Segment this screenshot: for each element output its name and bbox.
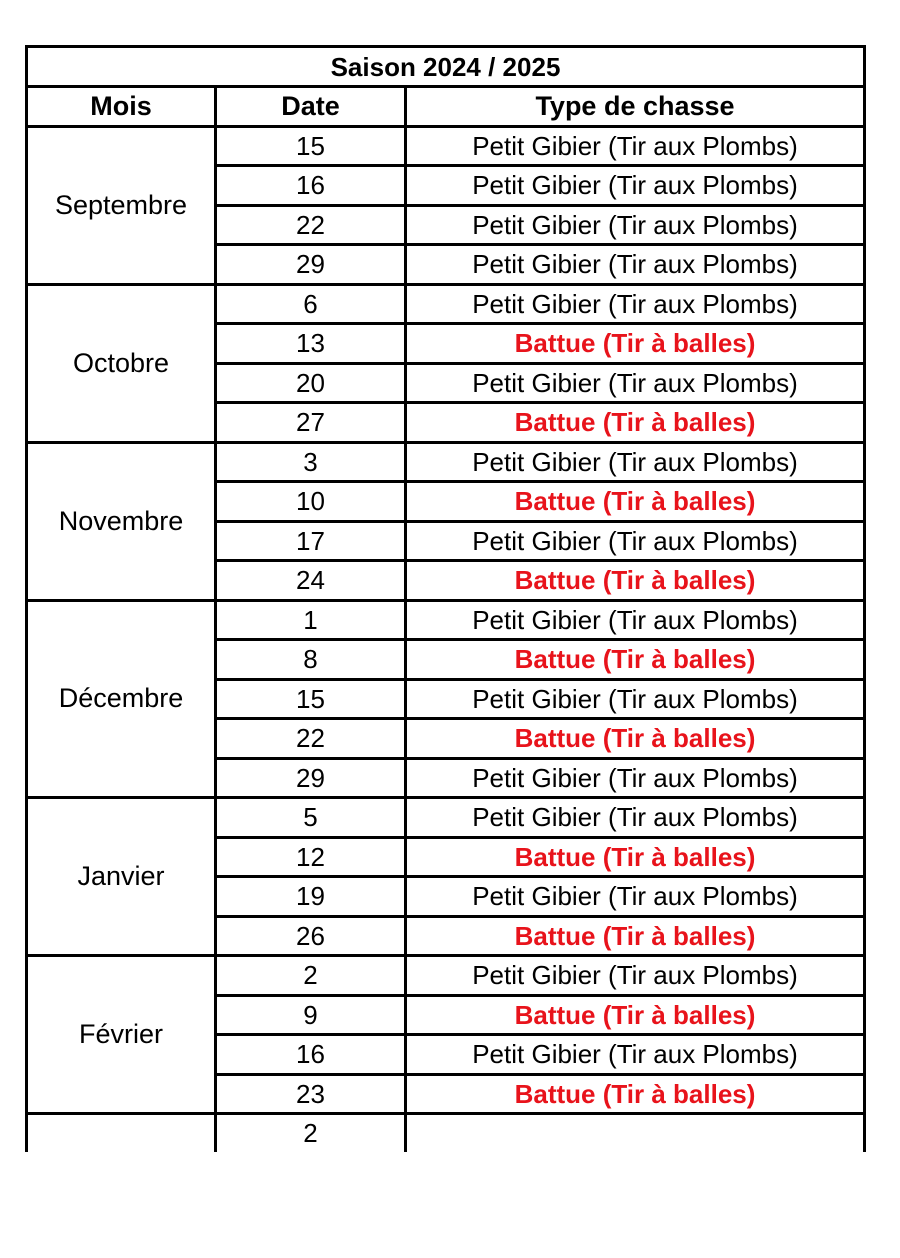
hunting-schedule-table bbox=[25, 45, 866, 1152]
hunt-type-cell: Petit Gibier (Tir aux Plombs) bbox=[406, 1035, 865, 1075]
hunt-type-battue: Battue (Tir à balles) bbox=[406, 324, 865, 364]
schedule-row bbox=[27, 798, 865, 838]
date-cell: 2 bbox=[216, 956, 406, 996]
date-cell: 8 bbox=[216, 640, 406, 680]
schedule-row bbox=[27, 284, 865, 324]
hunt-type-battue: Battue (Tir à balles) bbox=[406, 403, 865, 443]
date-cell: 5 bbox=[216, 798, 406, 838]
date-cell: 22 bbox=[216, 719, 406, 759]
schedule-body bbox=[27, 126, 865, 1152]
date-cell: 29 bbox=[216, 245, 406, 285]
date-cell: 20 bbox=[216, 363, 406, 403]
date-cell: 27 bbox=[216, 403, 406, 443]
schedule-row bbox=[27, 1114, 865, 1152]
hunt-type-battue: Battue (Tir à balles) bbox=[406, 640, 865, 680]
hunt-type-cell: Petit Gibier (Tir aux Plombs) bbox=[406, 679, 865, 719]
month-cell: Janvier bbox=[27, 798, 216, 956]
date-cell: 26 bbox=[216, 916, 406, 956]
month-cell bbox=[27, 1114, 216, 1152]
column-header-row bbox=[27, 87, 865, 127]
date-cell: 15 bbox=[216, 679, 406, 719]
hunt-type-cell: Petit Gibier (Tir aux Plombs) bbox=[406, 798, 865, 838]
schedule-row bbox=[27, 442, 865, 482]
header-date: Date bbox=[216, 87, 406, 127]
hunt-type-cell: Petit Gibier (Tir aux Plombs) bbox=[406, 956, 865, 996]
date-cell: 3 bbox=[216, 442, 406, 482]
hunt-type-cell: Petit Gibier (Tir aux Plombs) bbox=[406, 166, 865, 206]
date-cell: 9 bbox=[216, 995, 406, 1035]
season-title-row bbox=[27, 47, 865, 87]
month-cell: Octobre bbox=[27, 284, 216, 442]
header-type: Type de chasse bbox=[406, 87, 865, 127]
hunt-type-cell bbox=[406, 1114, 865, 1152]
hunt-type-battue: Battue (Tir à balles) bbox=[406, 837, 865, 877]
hunt-type-battue: Battue (Tir à balles) bbox=[406, 482, 865, 522]
hunt-type-cell: Petit Gibier (Tir aux Plombs) bbox=[406, 245, 865, 285]
hunt-type-cell: Petit Gibier (Tir aux Plombs) bbox=[406, 758, 865, 798]
date-cell: 15 bbox=[216, 126, 406, 166]
date-cell: 23 bbox=[216, 1074, 406, 1114]
hunt-type-battue: Battue (Tir à balles) bbox=[406, 719, 865, 759]
hunt-type-cell: Petit Gibier (Tir aux Plombs) bbox=[406, 442, 865, 482]
hunt-type-cell: Petit Gibier (Tir aux Plombs) bbox=[406, 284, 865, 324]
hunt-type-battue: Battue (Tir à balles) bbox=[406, 1074, 865, 1114]
date-cell: 12 bbox=[216, 837, 406, 877]
date-cell: 19 bbox=[216, 877, 406, 917]
month-cell: Février bbox=[27, 956, 216, 1114]
hunt-type-battue: Battue (Tir à balles) bbox=[406, 916, 865, 956]
date-cell: 10 bbox=[216, 482, 406, 522]
month-cell: Septembre bbox=[27, 126, 216, 284]
schedule-row bbox=[27, 956, 865, 996]
schedule-row bbox=[27, 600, 865, 640]
season-title: Saison 2024 / 2025 bbox=[27, 47, 865, 87]
hunt-type-cell: Petit Gibier (Tir aux Plombs) bbox=[406, 363, 865, 403]
date-cell: 29 bbox=[216, 758, 406, 798]
date-cell: 2 bbox=[216, 1114, 406, 1152]
date-cell: 1 bbox=[216, 600, 406, 640]
date-cell: 16 bbox=[216, 1035, 406, 1075]
date-cell: 17 bbox=[216, 521, 406, 561]
hunt-type-battue: Battue (Tir à balles) bbox=[406, 995, 865, 1035]
date-cell: 13 bbox=[216, 324, 406, 364]
date-cell: 22 bbox=[216, 205, 406, 245]
header-month: Mois bbox=[27, 87, 216, 127]
date-cell: 16 bbox=[216, 166, 406, 206]
hunt-type-cell: Petit Gibier (Tir aux Plombs) bbox=[406, 205, 865, 245]
hunt-type-cell: Petit Gibier (Tir aux Plombs) bbox=[406, 126, 865, 166]
date-cell: 24 bbox=[216, 561, 406, 601]
hunt-type-cell: Petit Gibier (Tir aux Plombs) bbox=[406, 877, 865, 917]
month-cell: Novembre bbox=[27, 442, 216, 600]
schedule-row bbox=[27, 126, 865, 166]
month-cell: Décembre bbox=[27, 600, 216, 798]
hunt-type-cell: Petit Gibier (Tir aux Plombs) bbox=[406, 521, 865, 561]
date-cell: 6 bbox=[216, 284, 406, 324]
hunt-type-cell: Petit Gibier (Tir aux Plombs) bbox=[406, 600, 865, 640]
hunt-type-battue: Battue (Tir à balles) bbox=[406, 561, 865, 601]
